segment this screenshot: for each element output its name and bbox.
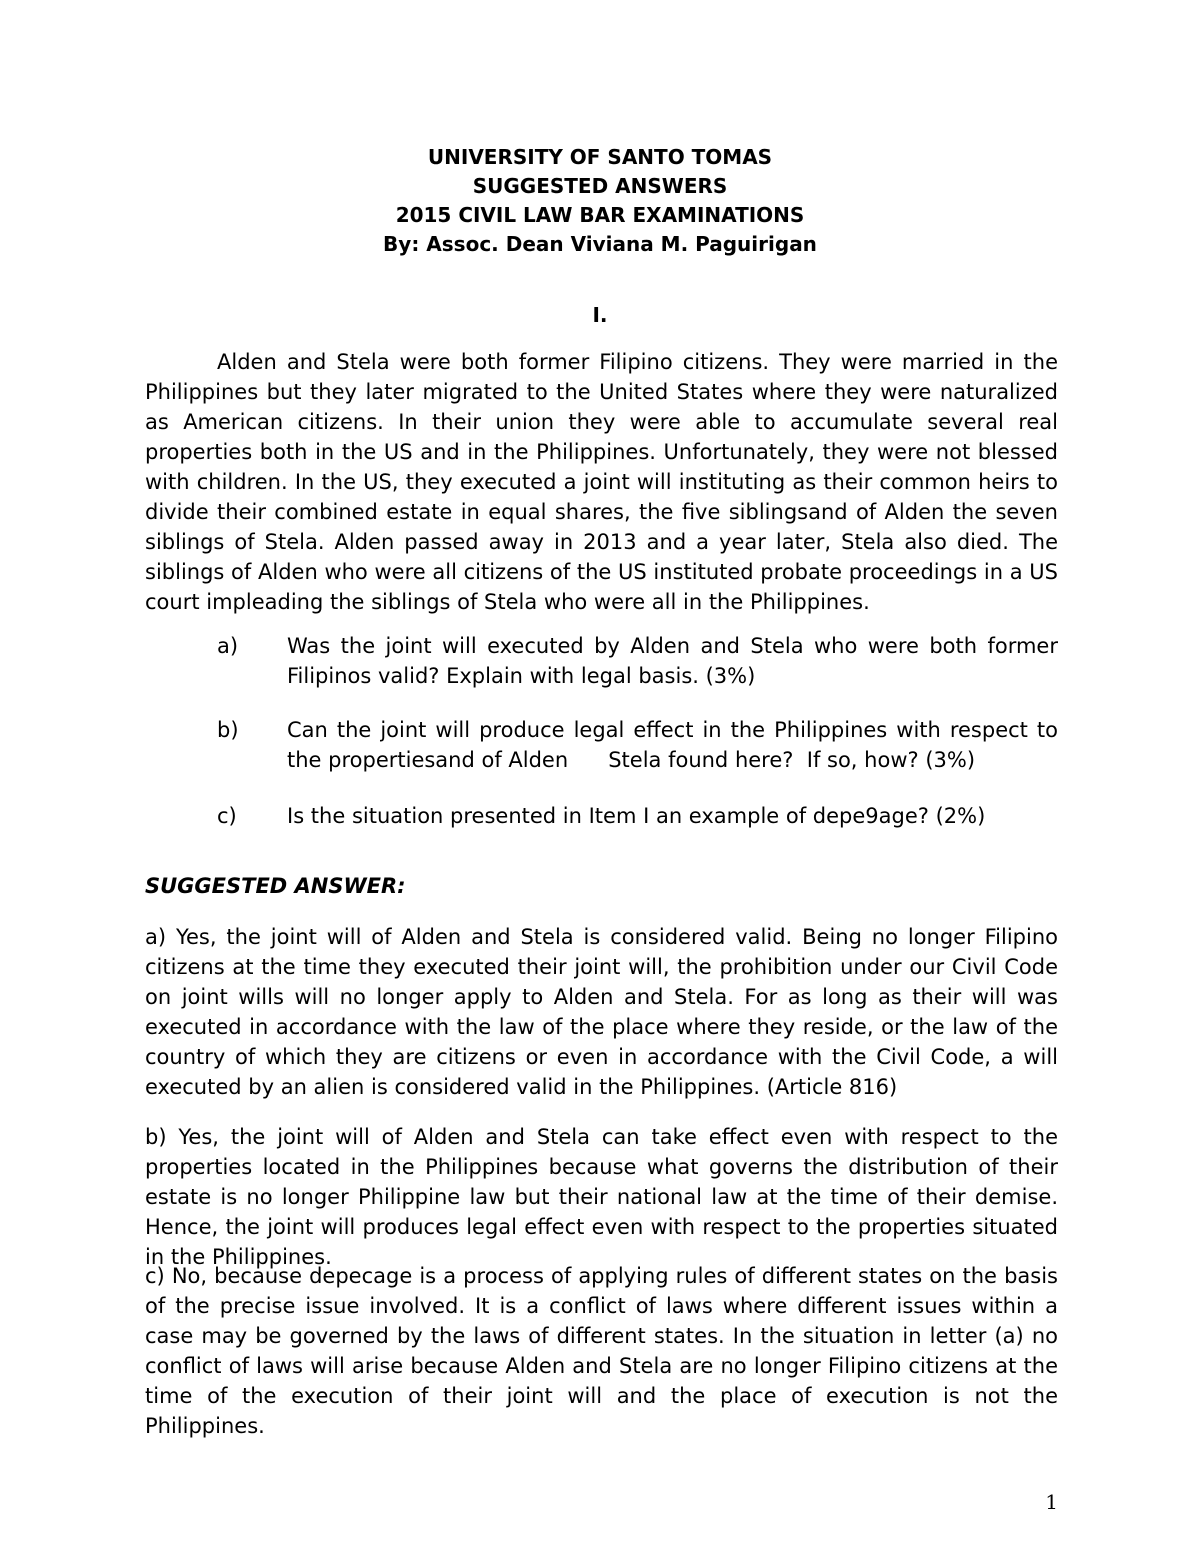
answer-c: c) No, because depecage is a process of applying rules of different states on the basis of the precise issue involved. It is a conflict of laws where different issues within a case may be governed by the laws of different states. In the situation in letter (a) no conflict of laws will arise because Alden and Stela are no longer Filipino citizens at the time of the execution of their joint will and the place of execution is not the Philippines. xyxy=(145,1264,1058,1438)
header-university: UNIVERSITY OF SANTO TOMAS xyxy=(427,145,773,169)
header-exam-title: 2015 CIVIL LAW BAR EXAMINATIONS xyxy=(395,203,805,227)
answer-a: a) Yes, the joint will of Alden and Stela is considered valid. Being no longer Filipino citizens at the time they executed their joint will, the prohibition under our Civil Code on joint wills will no longer apply to Alden and Stela. For as long as their will was executed in accordance with the law of the place where they reside, or the law of the country of which they are citizens or even in accordance with the Civil Code, a will executed by an alien is considered valid in the Philippines. (Article 816) xyxy=(145,925,1058,1099)
section-number: I. xyxy=(592,303,608,327)
question-label: c) xyxy=(217,804,237,828)
question-text: Can the joint will produce legal effect in the Philippines with respect to the propertiesand of Alden Stela found here? If so, how? (3%) xyxy=(287,718,1065,772)
document-header xyxy=(0,143,1200,259)
header-author: By: Assoc. Dean Viviana M. Paguirigan xyxy=(383,232,817,256)
suggested-answer-heading: SUGGESTED ANSWER: xyxy=(145,874,406,898)
header-subtitle: SUGGESTED ANSWERS xyxy=(472,174,728,198)
intro-paragraph: Alden and Stela were both former Filipino citizens. They were married in the Philippines but they later migrated to the United States where they were naturalized as American citizens. In their union they were able to accumulate several real properties both in the US and in the Philippines. Unfortunately, they were not blessed with children. In the US, they executed a joint will instituting as their common heirs to divide their combined estate in equal shares, the five siblingsand of Alden the seven siblings of Stela. Alden passed away in 2013 and a year later, Stela also died. The siblings of Alden who were all citizens of the US instituted probate proceedings in a US court impleading the siblings of Stela who were all in the Philippines. xyxy=(145,350,1058,614)
question-label: a) xyxy=(217,634,239,658)
question-label: b) xyxy=(217,718,239,742)
page-number: 1 xyxy=(1045,1490,1058,1514)
question-text: Was the joint will executed by Alden and Stela who were both former Filipinos valid? Explain with legal basis. (3%) xyxy=(287,634,1058,688)
answer-b: b) Yes, the joint will of Alden and Stela can take effect even with respect to the properties located in the Philippines because what governs the distribution of their estate is no longer Philippine law but their national law at the time of their demise. Hence, the joint will produces legal effect even with respect to the properties situated in the Philippines. xyxy=(145,1125,1058,1269)
question-text: Is the situation presented in Item I an example of depe9age? (2%) xyxy=(287,804,986,828)
